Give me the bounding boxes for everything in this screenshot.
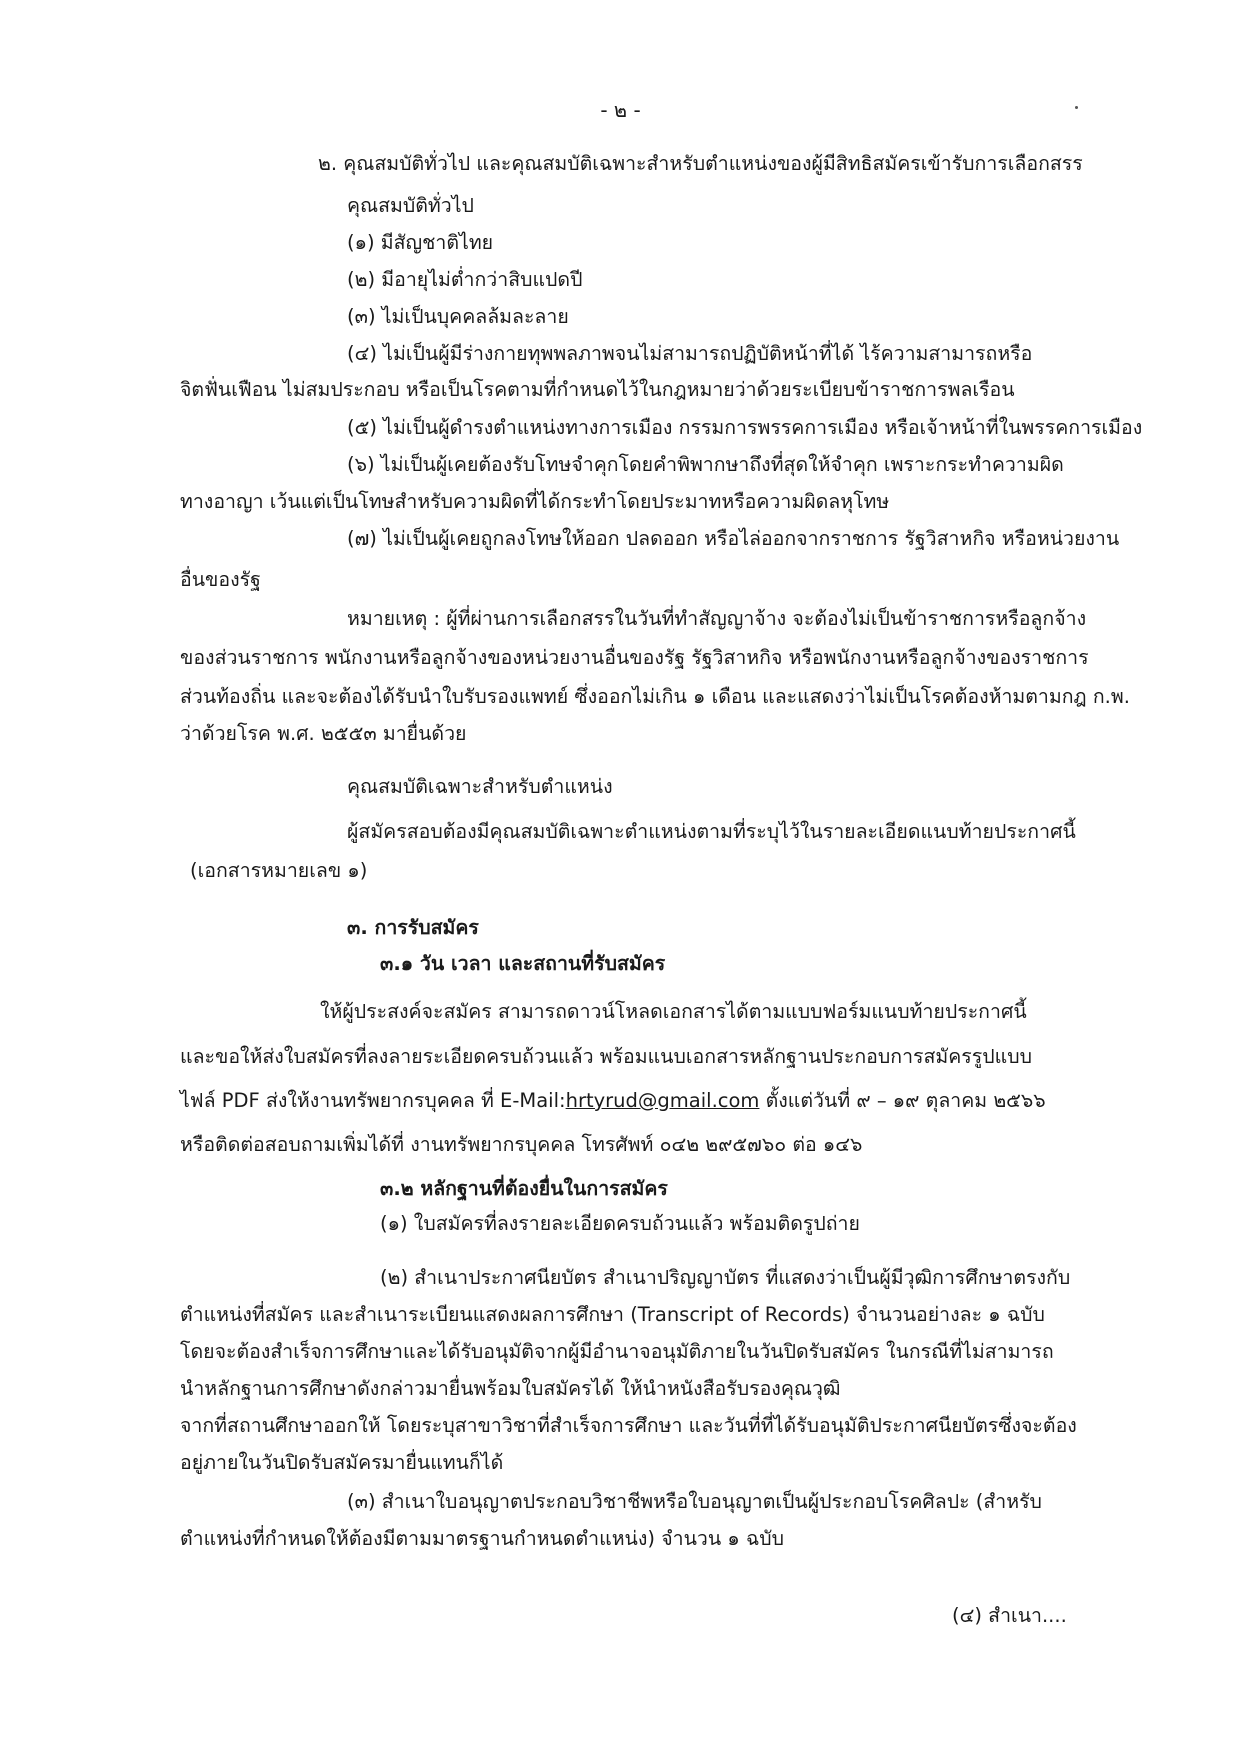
contact-line: หรือติดต่อสอบถามเพิ่มได้ที่ งานทรัพยากรบุคคล โทรศัพท์ ๐๔๒ ๒๙๕๗๖๐ ต่อ ๑๔๖: [180, 1133, 863, 1156]
note-line: ว่าด้วยโรค พ.ศ. ๒๕๕๓ มายื่นด้วย: [180, 722, 467, 745]
application-paragraph-line: ให้ผู้ประสงค์จะสมัคร สามารถดาวน์โหลดเอกสารได้ตามแบบฟอร์มแนบท้ายประกาศนี้: [320, 1000, 1027, 1023]
specific-qualifications-text: (เอกสารหมายเลข ๑): [190, 859, 368, 882]
document-item: (๓) สำเนาใบอนุญาตประกอบวิชาชีพหรือใบอนุญาตเป็นผู้ประกอบโรคศิลปะ (สำหรับ: [347, 1490, 1042, 1513]
scan-speck: [1075, 106, 1078, 109]
note-line: ส่วนท้องถิ่น และจะต้องได้รับนำใบรับรองแพทย์ ซึ่งออกไม่เกิน ๑ เดือน และแสดงว่าไม่เป็นโรคต้องห้ามตามกฎ ก.พ.: [180, 685, 1130, 708]
qualification-item: (๓) ไม่เป็นบุคคลล้มละลาย: [347, 305, 569, 328]
qualification-item: (๒) มีอายุไม่ต่ำกว่าสิบแปดปี: [347, 268, 583, 291]
document-item-continued: ตำแหน่งที่กำหนดให้ต้องมีตามมาตรฐานกำหนดตำแหน่ง) จำนวน ๑ ฉบับ: [180, 1527, 785, 1550]
application-paragraph-line: [180, 1087, 1046, 1115]
application-paragraph-line: และขอให้ส่งใบสมัครที่ลงลายระเอียดครบถ้วนแล้ว พร้อมแนบเอกสารหลักฐานประกอบการสมัครรูปแบบ: [180, 1045, 1032, 1068]
page-number: - ๒ -: [600, 98, 641, 122]
qualification-item: (๑) มีสัญชาติไทย: [347, 231, 494, 254]
section-3-heading: ๓. การรับสมัคร: [347, 916, 479, 939]
subsection-3-1-heading: ๓.๑ วัน เวลา และสถานที่รับสมัคร: [380, 952, 666, 975]
qualification-item-continued: ทางอาญา เว้นแต่เป็นโทษสำหรับความผิดที่ได้กระทำโดยประมาทหรือความผิดลหุโทษ: [180, 490, 890, 513]
document-item: (๒) สำเนาประกาศนียบัตร สำเนาปริญญาบัตร ที่แสดงว่าเป็นผู้มีวุฒิการศึกษาตรงกับ: [380, 1266, 1071, 1289]
email-prefix-text: ไฟล์ PDF ส่งให้งานทรัพยากรบุคคล ที่ E-Mail:: [180, 1089, 566, 1112]
qualification-item: (๖) ไม่เป็นผู้เคยต้องรับโทษจำคุกโดยคำพิพากษาถึงที่สุดให้จำคุก เพราะกระทำความผิด: [347, 453, 1064, 476]
qualification-item: (๔) ไม่เป็นผู้มีร่างกายทุพพลภาพจนไม่สามารถปฏิบัติหน้าที่ได้ ไร้ความสามารถหรือ: [347, 342, 1033, 365]
application-dates-text: ตั้งแต่วันที่ ๙ – ๑๙ ตุลาคม ๒๕๖๖: [759, 1089, 1046, 1112]
qualification-item-continued: อื่นของรัฐ: [180, 568, 261, 591]
document-item-continued: จากที่สถานศึกษาออกให้ โดยระบุสาขาวิชาที่สำเร็จการศึกษา และวันที่ที่ได้รับอนุมัติประกาศนียบัตรซึ่งจะต้อง: [180, 1414, 1077, 1437]
document-item-continued: อยู่ภายในวันปิดรับสมัครมายื่นแทนก็ได้: [180, 1451, 504, 1474]
document-item: (๑) ใบสมัครที่ลงรายละเอียดครบถ้วนแล้ว พร้อมติดรูปถ่าย: [380, 1212, 860, 1235]
section-2-heading: ๒. คุณสมบัติทั่วไป และคุณสมบัติเฉพาะสำหรับตำแหน่งของผู้มีสิทธิสมัครเข้ารับการเลือกสรร: [318, 152, 1083, 175]
qualification-item-continued: จิตฟั่นเฟือน ไม่สมประกอบ หรือเป็นโรคตามที่กำหนดไว้ในกฎหมายว่าด้วยระเบียบข้าราชการพลเรือน: [180, 378, 1015, 401]
subsection-3-2-heading: ๓.๒ หลักฐานที่ต้องยื่นในการสมัคร: [380, 1177, 668, 1200]
continuation-marker: (๔) สำเนา....: [952, 1604, 1067, 1627]
note-line: หมายเหตุ : ผู้ที่ผ่านการเลือกสรรในวันที่ทำสัญญาจ้าง จะต้องไม่เป็นข้าราชการหรือลูกจ้าง: [347, 607, 1087, 630]
qualification-item: (๗) ไม่เป็นผู้เคยถูกลงโทษให้ออก ปลดออก หรือไล่ออกจากราชการ รัฐวิสาหกิจ หรือหน่วยงาน: [347, 527, 1120, 550]
note-line: ของส่วนราชการ พนักงานหรือลูกจ้างของหน่วยงานอื่นของรัฐ รัฐวิสาหกิจ หรือพนักงานหรือลูกจ้างของราชการ: [180, 646, 1089, 669]
qualification-item: (๕) ไม่เป็นผู้ดำรงตำแหน่งทางการเมือง กรรมการพรรคการเมือง หรือเจ้าหน้าที่ในพรรคการเมือง: [347, 416, 1143, 439]
document-item-continued: นำหลักฐานการศึกษาดังกล่าวมายื่นพร้อมใบสมัครได้ ให้นำหนังสือรับรองคุณวุฒิ: [180, 1377, 841, 1400]
document-item-continued: โดยจะต้องสำเร็จการศึกษาและได้รับอนุมัติจากผู้มีอำนาจอนุมัติภายในวันปิดรับสมัคร ในกรณีที่ไม่สามารถ: [180, 1340, 1054, 1363]
document-item-continued: ตำแหน่งที่สมัคร และสำเนาระเบียนแสดงผลการศึกษา (Transcript of Records) จำนวนอย่างละ ๑ ฉบับ: [180, 1303, 1045, 1326]
specific-qualifications-text: ผู้สมัครสอบต้องมีคุณสมบัติเฉพาะตำแหน่งตามที่ระบุไว้ในรายละเอียดแนบท้ายประกาศนี้: [347, 820, 1076, 843]
general-qualifications-heading: คุณสมบัติทั่วไป: [347, 194, 474, 217]
email-link[interactable]: hrtyrud@gmail.com: [565, 1089, 760, 1112]
specific-qualifications-heading: คุณสมบัติเฉพาะสำหรับตำแหน่ง: [347, 775, 613, 798]
